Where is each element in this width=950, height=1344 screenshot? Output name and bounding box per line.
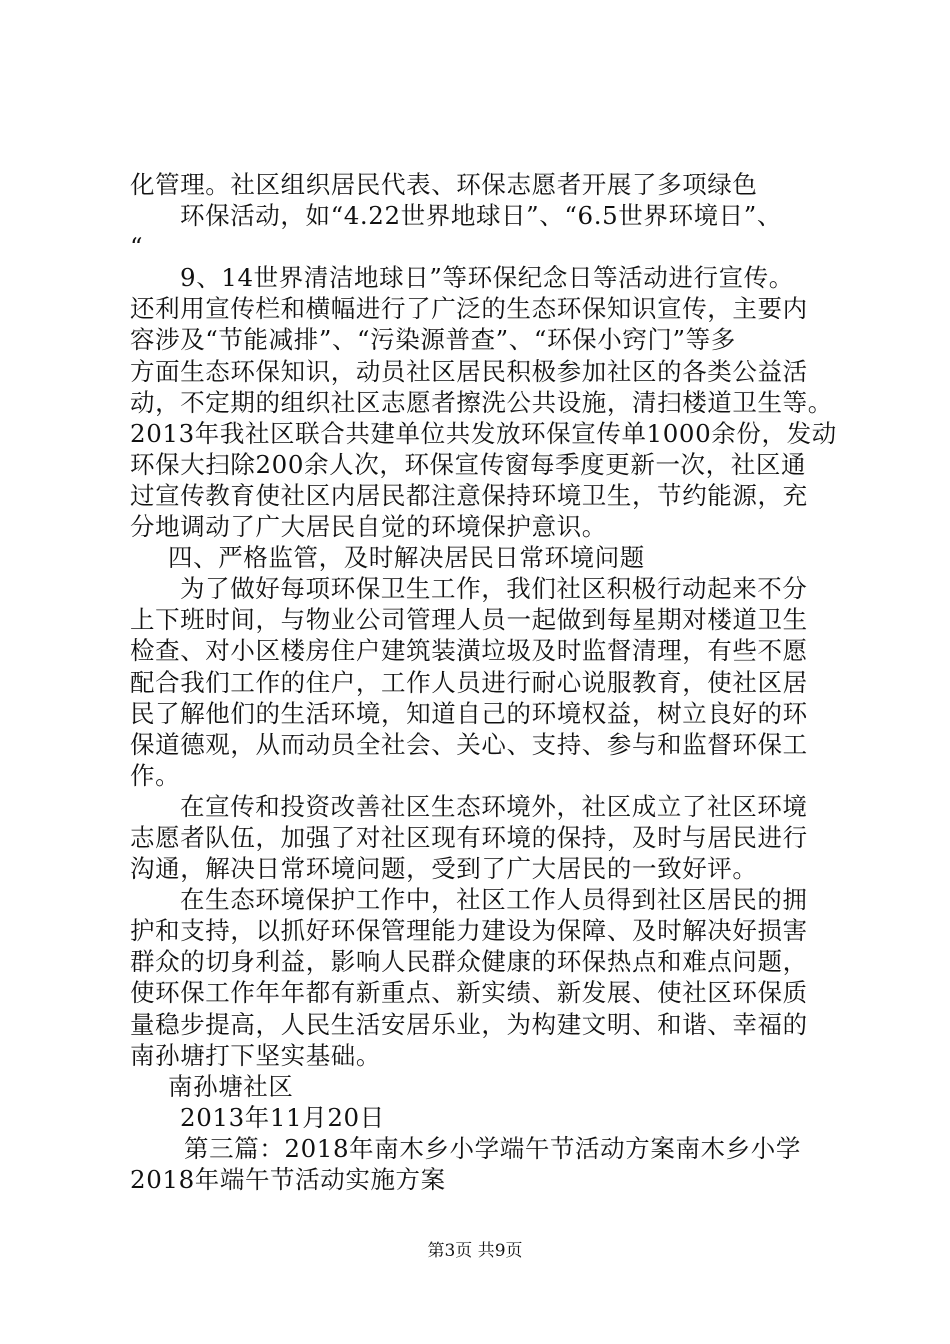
text-line-25: 护和支持，以抓好环保管理能力建设为保障、及时解决好损害 xyxy=(130,916,808,945)
text-line-12: 分地调动了广大居民自觉的环境保护意识。 xyxy=(130,512,607,541)
page-number: 第3页 共9页 xyxy=(427,1241,523,1261)
signature-date: 2013年11月20日 xyxy=(180,1103,385,1132)
text-line-11: 过宣传教育使社区内居民都注意保持环境卫生，节约能源，充 xyxy=(130,481,808,510)
text-line-16: 检查、对小区楼房住户建筑装潢垃圾及时监督清理，有些不愿 xyxy=(130,636,808,665)
text-line-4: 9、14世界清洁地球日”等环保纪念日等活动进行宣传。 xyxy=(180,263,794,292)
signature-org: 南孙塘社区 xyxy=(168,1072,294,1101)
text-line-33: 2018年端午节活动实施方案 xyxy=(130,1165,446,1194)
section-heading-4: 四、严格监管，及时解决居民日常环境问题 xyxy=(168,543,645,572)
text-line-8: 动，不定期的组织社区志愿者擦洗公共设施，清扫楼道卫生等。 xyxy=(130,388,833,417)
text-line-23: 沟通，解决日常环境问题，受到了广大居民的一致好评。 xyxy=(130,854,758,883)
text-line-27: 使环保工作年年都有新重点、新实绩、新发展、使社区环保质 xyxy=(130,978,808,1007)
text-line-32: 第三篇：2018年南木乡小学端午节活动方案南木乡小学 xyxy=(184,1134,801,1163)
text-line-24: 在生态环境保护工作中，社区工作人员得到社区居民的拥 xyxy=(180,885,808,914)
text-line-20: 作。 xyxy=(130,761,181,790)
text-line-14: 为了做好每项环保卫生工作，我们社区积极行动起来不分 xyxy=(180,574,808,603)
text-line-22: 志愿者队伍，加强了对社区现有环境的保持，及时与居民进行 xyxy=(130,823,808,852)
text-line-21: 在宣传和投资改善社区生态环境外，社区成立了社区环境 xyxy=(180,792,808,821)
text-line-29: 南孙塘打下坚实基础。 xyxy=(130,1041,381,1070)
text-line-6: 容涉及“节能减排”、“污染源普查”、“环保小窍门”等多 xyxy=(130,325,736,354)
text-line-1: 化管理。社区组织居民代表、环保志愿者开展了多项绿色 xyxy=(130,170,758,199)
text-line-2: 环保活动，如“4.22世界地球日”、“6.5世界环境日”、 xyxy=(180,201,783,230)
text-line-15: 上下班时间，与物业公司管理人员一起做到每星期对楼道卫生 xyxy=(130,605,808,634)
text-line-9: 2013年我社区联合共建单位共发放环保宣传单1000余份，发动 xyxy=(130,419,837,448)
text-line-5: 还利用宣传栏和横幅进行了广泛的生态环保知识宣传，主要内 xyxy=(130,294,808,323)
text-line-28: 量稳步提高，人民生活安居乐业，为构建文明、和谐、幸福的 xyxy=(130,1010,808,1039)
text-line-26: 群众的切身利益，影响人民群众健康的环保热点和难点问题， xyxy=(130,947,808,976)
text-line-10: 环保大扫除200余人次，环保宣传窗每季度更新一次，社区通 xyxy=(130,450,807,479)
text-line-19: 保道德观，从而动员全社会、关心、支持、参与和监督环保工 xyxy=(130,730,808,759)
text-line-3: “ xyxy=(130,232,144,261)
text-line-7: 方面生态环保知识，动员社区居民积极参加社区的各类公益活 xyxy=(130,357,808,386)
text-line-17: 配合我们工作的住户，工作人员进行耐心说服教育，使社区居 xyxy=(130,668,808,697)
text-line-18: 民了解他们的生活环境，知道自己的环境权益，树立良好的环 xyxy=(130,699,808,728)
